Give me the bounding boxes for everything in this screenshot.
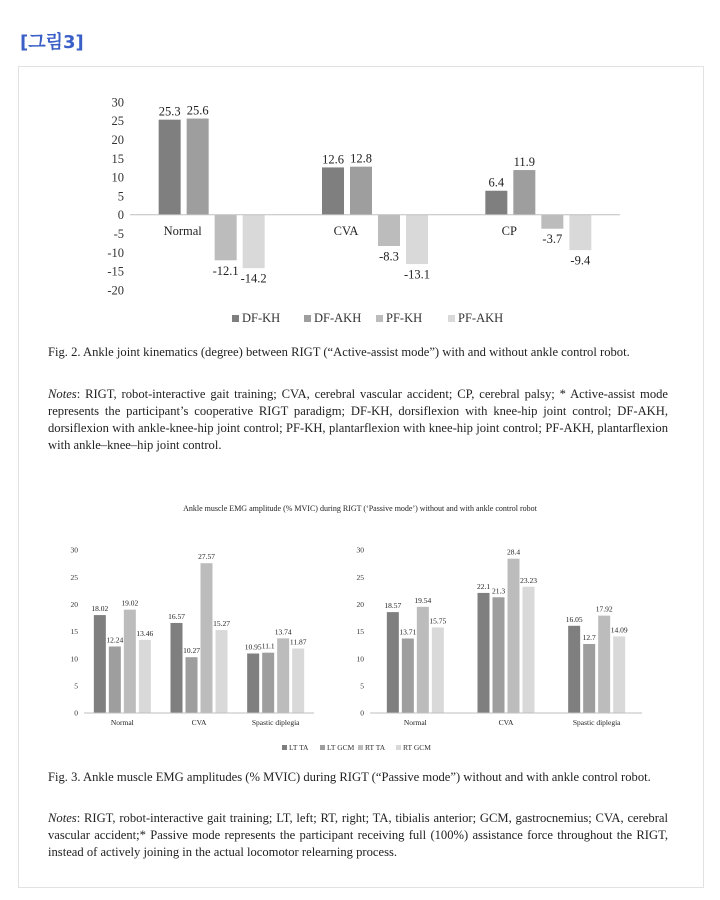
fig3b-bar [598, 616, 610, 713]
fig2-data-label: 12.8 [350, 151, 372, 166]
fig3a-ytick-label: 0 [74, 708, 78, 718]
fig3a-bar [201, 563, 213, 713]
fig3b-bar [583, 644, 595, 713]
fig2-data-label: -12.1 [212, 263, 239, 278]
fig2-bar [541, 215, 563, 229]
fig2-category-label: CP [501, 223, 517, 238]
fig3b-category-label: Spastic diplegia [572, 718, 621, 727]
fig3b-bar [493, 597, 505, 713]
fig3b-ytick-label: 25 [356, 572, 364, 582]
fig2-legend-label: PF-AKH [458, 311, 504, 325]
fig3a-bar [277, 638, 289, 713]
fig2-bar [243, 215, 265, 268]
fig3b-data-label: 16.05 [565, 614, 583, 624]
fig3a-category-label: Spastic diplegia [251, 718, 300, 727]
fig3b-data-label: 17.92 [595, 604, 613, 614]
fig3a-data-label: 11.87 [289, 637, 307, 647]
fig2-data-label: -8.3 [379, 249, 399, 264]
fig3a-data-label: 10.27 [183, 646, 200, 656]
fig3a-bar [94, 615, 106, 713]
fig3a-data-label: 16.57 [168, 611, 185, 621]
fig3-legend-label: LT TA [289, 743, 309, 752]
fig2-data-label: 12.6 [322, 152, 344, 167]
fig2-notes-text: : RIGT, robot-interactive gait training; CVA, cerebral vascular accident; CP, cerebral palsy; * Active-assist mode represents the participant’s cooperative RIGT paradigm; DF-KH, dorsiflexion with knee-hip joint control; DF-AKH, dorsiflexion with ankle-knee-hip joint control; PF-KH, plantarflexion with knee-hip joint control; PF-AKH, plantarflexion with ankle–knee–hip joint control. [48, 387, 668, 452]
fig3a-data-label: 10.95 [244, 642, 262, 652]
fig3-legend-label: LT GCM [327, 743, 355, 752]
fig2-bar [322, 167, 344, 214]
fig3a-bar [186, 657, 198, 713]
fig3a-bar [109, 646, 121, 713]
fig3b-data-label: 19.54 [414, 595, 432, 605]
fig2-data-label: 25.3 [158, 104, 181, 119]
fig3b-ytick-label: 10 [356, 654, 364, 664]
fig2-ytick-label: -15 [107, 264, 124, 279]
fig3-notes-label: Notes [48, 811, 77, 825]
fig3b-bar [432, 627, 444, 713]
fig2-data-label: -9.4 [570, 253, 591, 268]
fig2-data-label: -14.2 [240, 271, 267, 286]
fig2-ytick-label: 30 [111, 95, 124, 110]
fig3-legend-swatch [282, 745, 287, 750]
fig3b-data-label: 12.7 [582, 632, 596, 642]
fig3-legend-swatch [396, 745, 401, 750]
fig3a-bar [262, 653, 274, 713]
fig3a-bar [171, 623, 183, 713]
fig2-legend-swatch [448, 315, 455, 322]
fig2-bar [350, 167, 372, 215]
fig3b-data-label: 18.57 [384, 601, 402, 611]
fig2-data-label: 25.6 [186, 103, 209, 118]
fig3a-bar [292, 649, 304, 713]
fig3a-bar [124, 610, 136, 713]
fig3-notes [48, 810, 668, 861]
fig3b-ytick-label: 0 [360, 708, 364, 718]
fig3b-bar [417, 607, 429, 713]
fig3-caption: Fig. 3. Ankle muscle EMG amplitudes (% MVIC) during RIGT (“Passive mode”) without and with ankle control robot. [48, 770, 651, 784]
fig3b-bar [613, 636, 625, 713]
fig2-data-label: 11.9 [513, 155, 536, 170]
fig2-data-label: -13.1 [403, 267, 431, 282]
fig2-data-label: -3.7 [542, 232, 563, 247]
fig2-ytick-label: -10 [107, 245, 124, 260]
fig2-ytick-label: 15 [111, 151, 124, 166]
fig3-notes-text: : RIGT, robot-interactive gait training; LT, left; RT, right; TA, tibialis anterior; GCM, gastrocnemius; CVA, cerebral vascular accident;* Passive mode represents the participant receiving full (100%) assistance force throughout the RIGT, instead of actively joining in the actual locomotor relearning process. [48, 811, 668, 859]
fig2-data-label: 6.4 [488, 175, 505, 190]
fig3b-data-label: 14.09 [610, 625, 628, 635]
fig3a-ytick-label: 25 [70, 572, 78, 582]
fig3b-category-label: CVA [498, 718, 514, 727]
fig2-bar [187, 119, 209, 215]
section-heading: [그림3] [20, 32, 84, 53]
fig2-caption: Fig. 2. Ankle joint kinematics (degree) between RIGT (“Active-assist mode”) with and without ankle control robot. [48, 345, 630, 359]
fig2-legend-swatch [304, 315, 311, 322]
fig3a-ytick-label: 10 [70, 654, 78, 664]
fig3b-data-label: 22.1 [476, 581, 491, 591]
fig3-legend-label: RT TA [365, 743, 386, 752]
fig3b-ytick-label: 20 [356, 599, 364, 609]
fig2-ytick-label: -5 [113, 226, 124, 241]
fig2-bar [485, 191, 507, 215]
fig3a-bar [247, 654, 259, 713]
fig2-ytick-label: -20 [107, 283, 124, 298]
fig3b-data-label: 15.75 [429, 616, 447, 626]
fig3b-bar [508, 559, 520, 713]
fig2-bar [569, 215, 591, 250]
fig3-legend-swatch [320, 745, 325, 750]
fig2-notes-label: Notes [48, 387, 77, 401]
fig2-bar [215, 215, 237, 260]
fig2-bar [406, 215, 428, 264]
fig3b-data-label: 28.4 [506, 547, 521, 557]
fig3a-data-label: 15.27 [213, 619, 230, 629]
fig3a-ytick-label: 15 [70, 627, 78, 637]
fig2-ytick-label: 5 [117, 189, 124, 204]
fig3-title: Ankle muscle EMG amplitude (% MVIC) during RIGT (‘Passive mode’) without and with ankle control robot [183, 504, 537, 513]
fig2-category-label: Normal [163, 223, 202, 238]
fig3a-data-label: 12.24 [106, 635, 124, 645]
fig3a-category-label: Normal [110, 718, 134, 727]
fig3b-bar [402, 639, 414, 713]
fig2-legend-label: PF-KH [386, 311, 423, 325]
fig2-bar [378, 215, 400, 246]
fig2-legend-label: DF-AKH [314, 311, 362, 325]
fig2-ytick-label: 0 [117, 208, 124, 223]
fig2-ytick-label: 20 [111, 132, 124, 147]
fig3a-data-label: 11.1 [261, 641, 275, 651]
fig3b-data-label: 21.3 [491, 586, 506, 596]
fig2-legend-label: DF-KH [242, 311, 281, 325]
fig2-bar [513, 170, 535, 215]
fig3a-data-label: 13.74 [274, 627, 292, 637]
fig3a-ytick-label: 5 [74, 681, 78, 691]
fig3a-ytick-label: 30 [70, 545, 78, 555]
fig2-ytick-label: 10 [111, 170, 124, 185]
fig3b-ytick-label: 5 [360, 681, 364, 691]
fig2-legend-swatch [232, 315, 239, 322]
fig3a-data-label: 19.02 [121, 598, 139, 608]
fig3b-data-label: 13.71 [399, 627, 417, 637]
fig3a-data-label: 13.46 [136, 628, 154, 638]
fig3a-data-label: 27.57 [198, 552, 215, 562]
fig2-category-label: CVA [333, 223, 359, 238]
fig3a-ytick-label: 20 [70, 599, 78, 609]
fig2-bar [159, 120, 181, 215]
fig3a-data-label: 18.02 [91, 604, 109, 614]
fig2-ytick-label: 25 [111, 114, 124, 129]
fig3b-bar [568, 626, 580, 713]
fig3a-bar [139, 640, 151, 713]
fig3-legend-swatch [358, 745, 363, 750]
fig3b-ytick-label: 15 [356, 627, 364, 637]
fig2-legend-swatch [376, 315, 383, 322]
fig3b-bar [387, 612, 399, 713]
fig3b-bar [478, 593, 490, 713]
fig3b-ytick-label: 30 [356, 545, 364, 555]
fig3b-bar [523, 587, 535, 713]
fig3a-category-label: CVA [191, 718, 207, 727]
fig3-legend-label: RT GCM [403, 743, 431, 752]
fig2-notes [48, 386, 668, 454]
fig3b-data-label: 23.23 [520, 575, 537, 585]
fig3a-bar [216, 630, 228, 713]
fig3b-category-label: Normal [403, 718, 427, 727]
